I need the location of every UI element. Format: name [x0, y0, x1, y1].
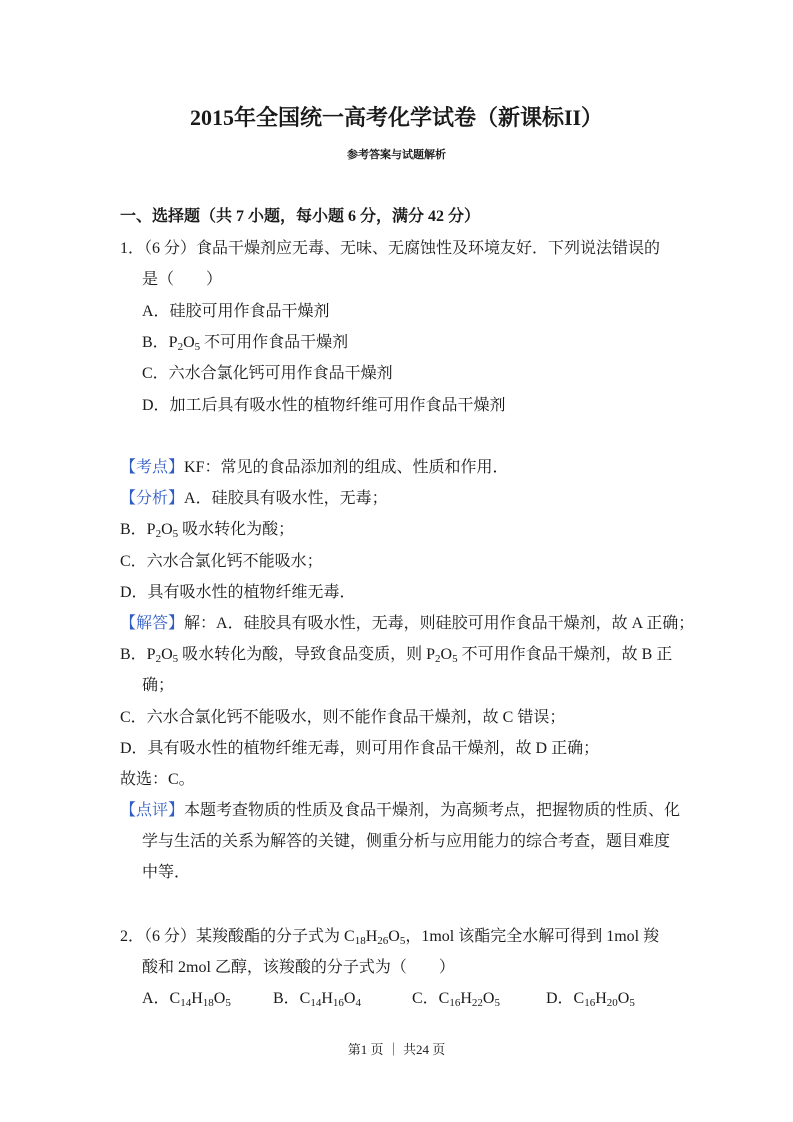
section-heading: 一、选择题（共 7 小题，每小题 6 分，满分 42 分） [120, 208, 481, 225]
q1-option-b: B．$P_2O_5$ 不可用作食品干燥剂 [142, 334, 349, 353]
fenxi-tag: 【分析】 [120, 490, 185, 507]
dianping-tag: 【点评】 [120, 802, 185, 819]
q2-stem-line1: 2．（6 分）某羧酸酯的分子式为 $C_{18}H_{26}O_5$，1mol 该酯完全水解可得到 1mol 羧 [120, 928, 660, 947]
q1-dianping-line2: 学与生活的关系为解答的关键，侧重分析与应用能力的综合考查，题目难度 [142, 833, 671, 850]
q1-option-d: D．加工后具有吸水性的植物纤维可用作食品干燥剂 [142, 397, 506, 414]
q1-fenxi: 【分析】A．硅胶具有吸水性，无毒； [120, 490, 388, 507]
q2-option-c: C．$C_{16}H_{22}O_5$ [412, 990, 500, 1009]
q1-jieda: 【解答】解：A．硅胶具有吸水性，无毒，则硅胶可用作食品干燥剂，故 A 正确； [120, 615, 695, 632]
q1-fenxi-d: D．具有吸水性的植物纤维无毒． [120, 584, 356, 601]
q1-answer: 故选：C。 [120, 771, 195, 788]
document-title: 2015年全国统一高考化学试卷（新课标II） [189, 105, 604, 130]
page-footer: 第1 页 ｜ 共24 页 [347, 1042, 446, 1057]
q1-jieda-b: B．$P_2O_5$ 吸水转化为酸，导致食品变质，则 $P_2O_5$ 不可用作食品干燥剂，故 B 正 [120, 646, 673, 665]
q1-option-c: C．六水合氯化钙可用作食品干燥剂 [142, 365, 393, 382]
q1-fenxi-c: C．六水合氯化钙不能吸水； [120, 553, 323, 570]
kaodian-tag: 【考点】 [120, 459, 185, 476]
q2-option-b: B．$C_{14}H_{16}O_4$ [273, 990, 361, 1009]
q1-option-a: A．硅胶可用作食品干燥剂 [142, 303, 330, 320]
q2-option-a: A．$C_{14}H_{18}O_5$ [142, 990, 231, 1009]
q1-dianping: 【点评】本题考查物质的性质及食品干燥剂，为高频考点，把握物质的性质、化 [120, 802, 681, 819]
q1-stem-line1: 1．（6 分）食品干燥剂应无毒、无味、无腐蚀性及环境友好．下列说法错误的 [120, 240, 661, 257]
document-subtitle: 参考答案与试题解析 [347, 149, 446, 161]
q1-dianping-line3: 中等． [142, 864, 191, 881]
q1-jieda-d: D．具有吸水性的植物纤维无毒，则可用作食品干燥剂，故 D 正确； [120, 740, 600, 757]
q2-stem-line2: 酸和 2mol 乙醇，该羧酸的分子式为（ ） [142, 959, 455, 976]
q1-fenxi-b: B．$P_2O_5$ 吸水转化为酸； [120, 521, 295, 540]
q1-jieda-b-cont: 确； [142, 677, 175, 694]
q1-kaodian: 【考点】KF：常见的食品添加剂的组成、性质和作用． [120, 459, 509, 476]
q1-jieda-c: C．六水合氯化钙不能吸水，则不能作食品干燥剂，故 C 错误； [120, 709, 566, 726]
q1-stem-line2: 是（ ） [142, 271, 223, 288]
jieda-tag: 【解答】 [120, 615, 185, 632]
q2-option-d: D．$C_{16}H_{20}O_5$ [546, 990, 635, 1009]
